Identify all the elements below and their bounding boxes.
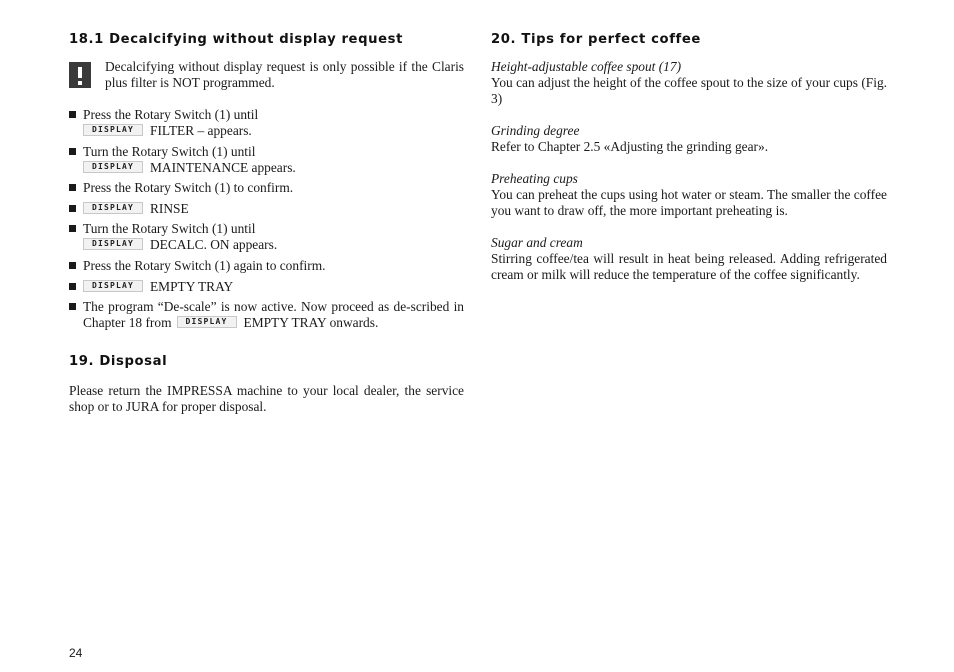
tip-text: Refer to Chapter 2.5 «Adjusting the grinding gear».	[491, 139, 769, 154]
list-item: Press the Rotary Switch (1) until DISPLAY FILTER – appears.	[69, 107, 464, 139]
display-icon: DISPLAY	[83, 238, 143, 250]
list-item: Press the Rotary Switch (1) again to confirm.	[69, 258, 464, 274]
list-item: The program “De-scale” is now active. Now proceed as de-scribed in Chapter 18 from DISPLAY EMPTY TRAY onwards.	[69, 299, 464, 331]
tip-sugar-cream	[491, 235, 887, 283]
section-heading-tips: 20. Tips for perfect coffee	[491, 32, 701, 47]
list-item: Turn the Rotary Switch (1) until DISPLAY MAINTENANCE appears.	[69, 144, 464, 176]
exclamation-warning-icon	[69, 62, 91, 88]
warning-text: Decalcifying without display request is only possible if the Claris plus filter is NOT programmed.	[105, 59, 464, 90]
display-icon: DISPLAY	[83, 280, 143, 292]
tip-preheating-cups	[491, 171, 887, 219]
display-icon: DISPLAY	[177, 316, 237, 328]
disposal-text: Please return the IMPRESSA machine to your local dealer, the service shop or to JURA for proper disposal.	[69, 383, 464, 415]
list-item: DISPLAY RINSE	[69, 201, 464, 217]
tip-title: Height-adjustable coffee spout (17)	[491, 59, 682, 74]
page-number: 24	[69, 646, 83, 660]
warning-note	[69, 59, 464, 91]
list-item: DISPLAY EMPTY TRAY	[69, 279, 464, 295]
section-heading-decalcifying: 18.1 Decalcifying without display request	[69, 32, 404, 47]
list-item: Press the Rotary Switch (1) to confirm.	[69, 180, 464, 196]
left-column	[69, 31, 464, 415]
display-icon: DISPLAY	[83, 202, 143, 214]
tip-coffee-spout	[491, 59, 887, 107]
display-icon: DISPLAY	[83, 161, 143, 173]
decalc-steps-list	[69, 107, 464, 331]
disposal-section	[69, 353, 464, 415]
display-icon: DISPLAY	[83, 124, 143, 136]
list-item: Turn the Rotary Switch (1) until DISPLAY DECALC. ON appears.	[69, 221, 464, 253]
tip-title: Preheating cups	[491, 171, 578, 186]
section-heading-disposal: 19. Disposal	[69, 354, 168, 370]
tip-title: Sugar and cream	[491, 235, 583, 250]
tip-text: Stirring coffee/tea will result in heat being released. Adding refrigerated cream or milk will reduce the temperature of the coffee significantly.	[491, 251, 887, 282]
tip-text: You can preheat the cups using hot water or steam. The smaller the coffee you want to draw off, the more important preheating is.	[491, 187, 887, 218]
tip-title: Grinding degree	[491, 123, 580, 138]
right-column	[491, 31, 887, 283]
tip-grinding-degree	[491, 123, 887, 155]
tip-text: You can adjust the height of the coffee spout to the size of your cups (Fig. 3)	[491, 75, 887, 106]
